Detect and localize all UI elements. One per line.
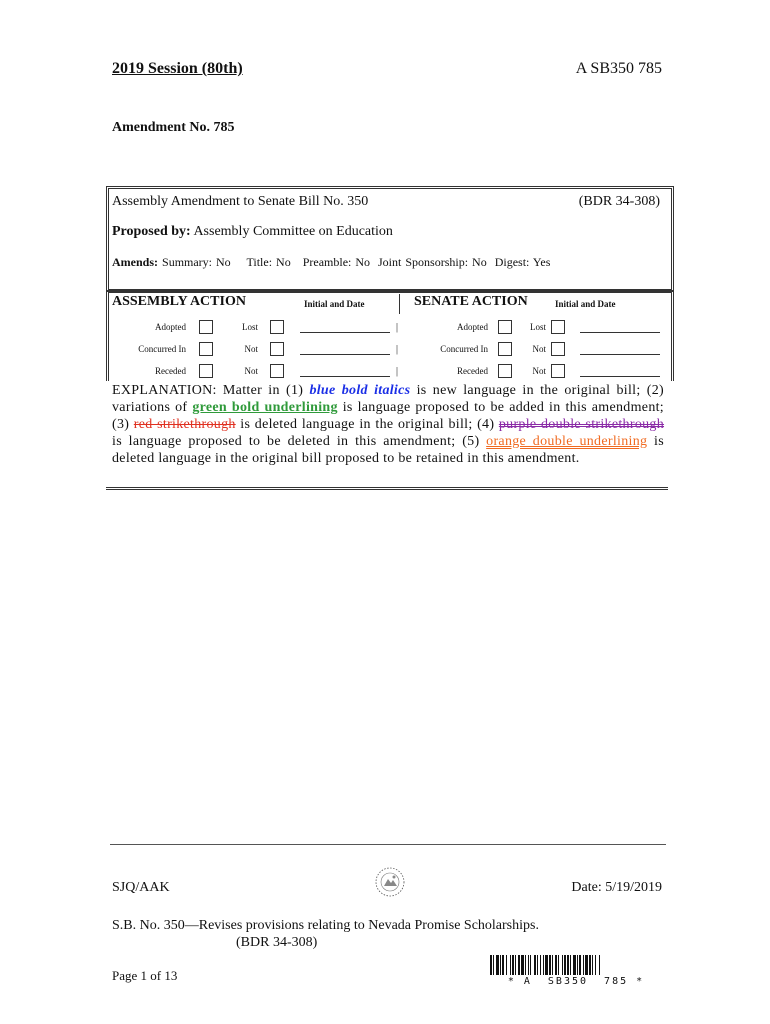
amendment-title: Assembly Amendment to Senate Bill No. 350 [112, 194, 369, 209]
assembly-concurred-label: Concurred In [138, 344, 186, 354]
barcode-bar [528, 955, 529, 975]
assembly-lost-label: Lost [241, 322, 258, 332]
barcode-bar [530, 955, 531, 975]
barcode-bar [540, 955, 541, 975]
explanation-text: is new language in the original bill; (2) variations of [112, 383, 664, 415]
barcode-bar [500, 955, 501, 975]
barcode-bar [589, 955, 591, 975]
barcode-bar [502, 955, 504, 975]
barcode-bar [573, 955, 576, 975]
footer-rule [110, 844, 666, 845]
senate-adopted-label: Adopted [457, 322, 488, 332]
barcode-bar [552, 955, 553, 975]
assembly-not-label: Not [244, 344, 258, 354]
bar-separator: | [396, 344, 399, 355]
barcode-bar [558, 955, 559, 975]
bar-separator: | [396, 366, 399, 377]
assembly-not-checkbox[interactable] [270, 364, 284, 378]
barcode-bar [555, 955, 557, 975]
barcode-bar [496, 955, 499, 975]
state-seal-icon [374, 866, 406, 898]
barcode-bar [490, 955, 492, 975]
page-number: Page 1 of 13 [112, 968, 178, 983]
barcode-bar [599, 955, 600, 975]
assembly-initial-date-heading: Initial and Date [304, 299, 365, 309]
barcode-bar [583, 955, 584, 975]
assembly-not-label: Not [244, 366, 258, 376]
senate-action-heading: SENATE ACTION [414, 294, 528, 309]
barcode-bar [525, 955, 526, 975]
senate-signature-line[interactable] [580, 376, 660, 377]
drafter-initials: SJQ/AAK [112, 880, 170, 895]
explanation-orange-sample: orange double underlining [486, 434, 648, 449]
senate-signature-line[interactable] [580, 354, 660, 355]
proposed-by [112, 224, 393, 240]
senate-not-label: Not [532, 366, 546, 376]
amends-line [112, 255, 550, 270]
assembly-receded-label: Receded [155, 366, 186, 376]
barcode-bar [537, 955, 538, 975]
assembly-adopted-checkbox[interactable] [199, 320, 213, 334]
amendment-date: Date: 5/19/2019 [571, 880, 662, 895]
assembly-receded-checkbox[interactable] [199, 364, 213, 378]
explanation-blue-sample: blue bold italics [309, 383, 411, 398]
explanation-text: is deleted language in the original bill; (4) [235, 417, 499, 432]
action-divider [399, 294, 400, 314]
senate-not-label: Not [532, 344, 546, 354]
assembly-not-checkbox[interactable] [270, 342, 284, 356]
proposed-by-label: Proposed by: [112, 224, 191, 239]
barcode-text: * A SB350 785 * [507, 976, 645, 987]
barcode-bar [515, 955, 516, 975]
barcode-bar [577, 955, 578, 975]
barcode-bar [510, 955, 511, 975]
barcode-bar [579, 955, 581, 975]
barcode-icon [490, 955, 662, 975]
session-title: 2019 Session (80th) [112, 60, 243, 77]
bill-summary-bdr: (BDR 34-308) [236, 935, 318, 950]
explanation-purple-sample: purple double strikethrough [498, 417, 665, 432]
assembly-signature-line[interactable] [300, 354, 390, 355]
senate-concurred-label: Concurred In [440, 344, 488, 354]
explanation-paragraph [112, 382, 664, 467]
barcode-bar [543, 955, 544, 975]
barcode-bar [545, 955, 548, 975]
explanation-text: EXPLANATION: Matter in (1) [112, 383, 310, 398]
proposed-by-value: Assembly Committee on Education [193, 224, 393, 239]
amends-label: Amends: [112, 255, 159, 269]
assembly-adopted-label: Adopted [155, 322, 186, 332]
assembly-action-heading: ASSEMBLY ACTION [112, 294, 246, 309]
explanation-red-sample: red strikethrough [133, 417, 236, 432]
barcode-bar [562, 955, 563, 975]
senate-signature-line[interactable] [580, 332, 660, 333]
barcode-bar [506, 955, 507, 975]
barcode-bar [564, 955, 566, 975]
bar-separator: | [396, 322, 399, 333]
explanation-text: is deleted language in the original bill proposed to be retained in this amendment. [112, 434, 664, 466]
senate-lost-label: Lost [529, 322, 546, 332]
barcode-bar [521, 955, 524, 975]
senate-not-checkbox[interactable] [551, 364, 565, 378]
barcode-bar [570, 955, 571, 975]
barcode-bar [512, 955, 514, 975]
explanation-bottom-rule [106, 487, 668, 490]
senate-receded-label: Receded [457, 366, 488, 376]
bill-reference: A SB350 785 [575, 60, 662, 77]
assembly-concurred-checkbox[interactable] [199, 342, 213, 356]
bdr-number: (BDR 34-308) [578, 194, 660, 209]
barcode-bar [549, 955, 551, 975]
barcode-bar [585, 955, 588, 975]
barcode-bar [567, 955, 569, 975]
barcode-bar [518, 955, 520, 975]
amendment-number: Amendment No. 785 [112, 120, 235, 135]
senate-not-checkbox[interactable] [551, 342, 565, 356]
barcode-bar [493, 955, 494, 975]
explanation-text: is language proposed to be deleted in this amendment; (5) [112, 434, 487, 449]
explanation-green-sample: green bold underlining [192, 400, 338, 415]
barcode-bar [534, 955, 536, 975]
assembly-signature-line[interactable] [300, 332, 390, 333]
assembly-signature-line[interactable] [300, 376, 390, 377]
amends-value: Summary: No Title: No Preamble: No Joint Sponsorship: No Digest: Yes [162, 255, 551, 269]
assembly-lost-checkbox[interactable] [270, 320, 284, 334]
senate-concurred-checkbox[interactable] [498, 342, 512, 356]
explanation-text: is language proposed to be added in this amendment; (3) [112, 400, 664, 432]
senate-lost-checkbox[interactable] [551, 320, 565, 334]
bill-summary: S.B. No. 350—Revises provisions relating to Nevada Promise Scholarships. [112, 918, 539, 933]
barcode-bar [592, 955, 593, 975]
senate-adopted-checkbox[interactable] [498, 320, 512, 334]
senate-receded-checkbox[interactable] [498, 364, 512, 378]
senate-initial-date-heading: Initial and Date [555, 299, 616, 309]
barcode-bar [595, 955, 596, 975]
